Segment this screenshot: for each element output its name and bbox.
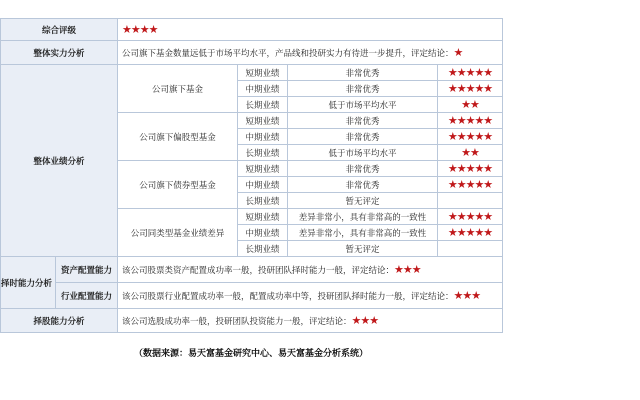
star-rating: ★★★★★ <box>438 129 503 145</box>
evaluation-text: 非常优秀 <box>288 129 438 145</box>
strength-text: 公司旗下基金数量远低于市场平均水平，产品线和投研实力有待进一步提升，评定结论： <box>122 49 454 59</box>
evaluation-text: 低于市场平均水平 <box>288 97 438 113</box>
group-name: 公司旗下基金 <box>118 65 238 113</box>
timing-asset-row <box>1 257 503 283</box>
star-rating: ★★ <box>438 145 503 161</box>
asset-allocation-text: 该公司股票类资产配置成功率一般，投研团队择时能力一般，评定结论： <box>122 266 395 276</box>
star-rating: ★★★★★ <box>438 161 503 177</box>
period-label: 短期业绩 <box>238 161 288 177</box>
industry-allocation-stars: ★★★ <box>453 289 481 302</box>
evaluation-text: 差异非常小，具有非常高的一致性 <box>288 225 438 241</box>
overall-row <box>1 19 503 41</box>
group-name: 公司同类型基金业绩差异 <box>118 209 238 257</box>
overall-stars: ★★★★ <box>122 23 158 36</box>
data-source-note: （数据来源：易天富基金研究中心、易天富基金分析系统） <box>133 349 368 359</box>
group-name: 公司旗下偏股型基金 <box>118 113 238 161</box>
period-label: 短期业绩 <box>238 113 288 129</box>
period-label: 中期业绩 <box>238 177 288 193</box>
rating-table <box>0 18 503 333</box>
asset-allocation-label: 资产配置能力 <box>56 257 118 283</box>
period-label: 长期业绩 <box>238 193 288 209</box>
timing-industry-row <box>1 283 503 309</box>
timing-label: 择时能力分析 <box>1 257 56 309</box>
strength-row <box>1 41 503 65</box>
star-rating: ★★★★★ <box>438 113 503 129</box>
star-rating <box>438 193 503 209</box>
asset-allocation-stars: ★★★ <box>394 263 421 276</box>
strength-stars: ★ <box>453 46 463 59</box>
evaluation-text: 低于市场平均水平 <box>288 145 438 161</box>
period-label: 中期业绩 <box>238 81 288 97</box>
evaluation-text: 非常优秀 <box>288 65 438 81</box>
star-rating: ★★ <box>438 97 503 113</box>
star-rating <box>438 241 503 257</box>
period-label: 短期业绩 <box>238 209 288 225</box>
period-label: 短期业绩 <box>238 65 288 81</box>
evaluation-text: 暂无评定 <box>288 193 438 209</box>
evaluation-text: 非常优秀 <box>288 113 438 129</box>
period-label: 长期业绩 <box>238 145 288 161</box>
performance-label: 整体业绩分析 <box>1 65 118 257</box>
evaluation-text: 非常优秀 <box>288 177 438 193</box>
period-label: 中期业绩 <box>238 225 288 241</box>
evaluation-text: 非常优秀 <box>288 161 438 177</box>
star-rating: ★★★★★ <box>438 81 503 97</box>
group-name: 公司旗下债券型基金 <box>118 161 238 209</box>
period-label: 长期业绩 <box>238 97 288 113</box>
period-label: 中期业绩 <box>238 129 288 145</box>
table-row <box>1 65 503 81</box>
period-label: 长期业绩 <box>238 241 288 257</box>
stock-selection-text: 该公司选股成功率一般，投研团队投资能力一般，评定结论： <box>122 317 352 327</box>
industry-allocation-text: 该公司股票行业配置成功率一般，配置成功率中等，投研团队择时能力一般，评定结论： <box>122 292 454 302</box>
overall-label: 综合评级 <box>1 19 118 41</box>
industry-allocation-label: 行业配置能力 <box>56 283 118 309</box>
star-rating: ★★★★★ <box>438 209 503 225</box>
stock-selection-row <box>1 309 503 333</box>
stock-selection-label: 择股能力分析 <box>1 309 118 333</box>
evaluation-text: 非常优秀 <box>288 81 438 97</box>
strength-label: 整体实力分析 <box>1 41 118 65</box>
star-rating: ★★★★★ <box>438 65 503 81</box>
star-rating: ★★★★★ <box>438 177 503 193</box>
evaluation-text: 差异非常小，具有非常高的一致性 <box>288 209 438 225</box>
stock-selection-stars: ★★★ <box>351 314 379 327</box>
star-rating: ★★★★★ <box>438 225 503 241</box>
rating-table-wrapper <box>0 18 502 333</box>
evaluation-text: 暂无评定 <box>288 241 438 257</box>
